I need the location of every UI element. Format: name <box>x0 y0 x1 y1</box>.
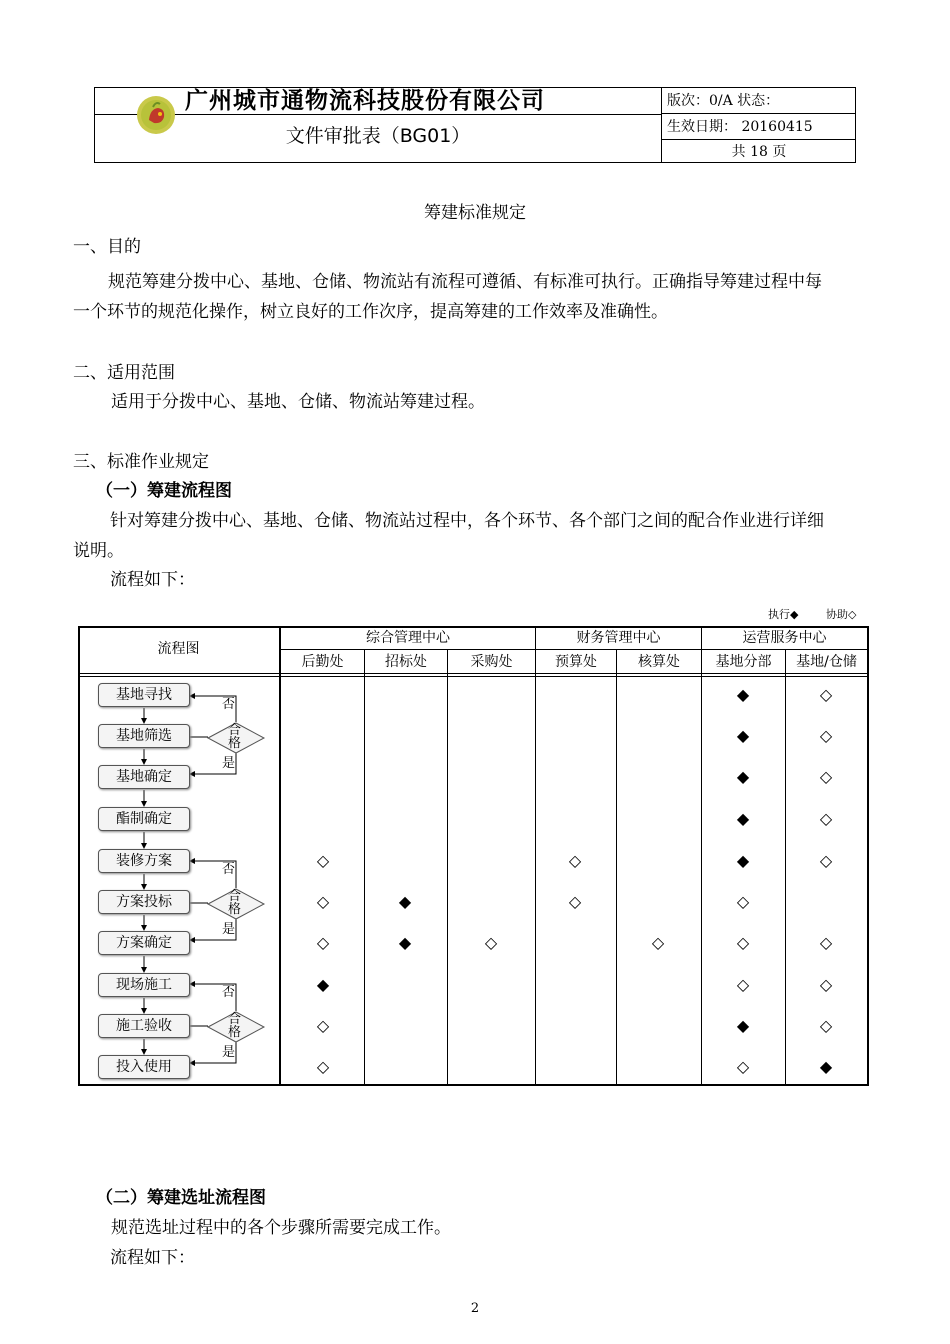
assist-mark: ◇ <box>736 933 750 952</box>
paragraph-line: 针对筹建分拨中心、基地、仓储、物流站过程中，各个环节、各个部门之间的配合作业进行详细 <box>110 511 824 531</box>
paragraph-line: 流程如下： <box>110 1248 195 1268</box>
version-status: 版次：0/A 状态： <box>667 93 780 109</box>
page-title: 筹建标准规定 <box>424 203 526 223</box>
assist-mark: ◇ <box>736 1057 750 1076</box>
table-grid-line <box>616 650 617 1086</box>
effective-date: 生效日期： 20160415 <box>667 119 813 135</box>
decision-label: 格 <box>228 1025 242 1040</box>
group-header: 综合管理中心 <box>366 630 450 646</box>
form-title: 文件审批表（BG01） <box>285 125 471 147</box>
decision-label: 合 <box>228 723 242 738</box>
flow-step: 方案确定 <box>98 931 190 955</box>
section-heading: 二、适用范围 <box>73 363 175 383</box>
yes-label: 是 <box>222 1045 236 1060</box>
paragraph-line: 一个环节的规范化操作，树立良好的工作次序，提高筹建的工作效率及准确性。 <box>73 302 668 322</box>
paragraph-line: 规范选址过程中的各个步骤所需要完成工作。 <box>111 1218 451 1238</box>
header-divider <box>662 113 856 114</box>
execute-mark: ◆ <box>398 892 412 911</box>
execute-mark: ◆ <box>736 767 750 786</box>
responsibility-flow-table <box>78 626 869 1086</box>
paragraph-line: 适用于分拨中心、基地、仓储、物流站筹建过程。 <box>111 392 485 412</box>
assist-mark: ◇ <box>819 726 833 745</box>
table-grid-line <box>364 650 365 1086</box>
yes-label: 是 <box>222 922 236 937</box>
assist-mark: ◇ <box>736 975 750 994</box>
group-header: 财务管理中心 <box>576 630 661 646</box>
col-header: 预算处 <box>555 654 597 670</box>
yes-label: 是 <box>222 756 236 771</box>
company-name: 广州城市通物流科技股份有限公司 <box>185 88 545 114</box>
execute-mark: ◆ <box>736 1016 750 1035</box>
document-header <box>94 87 856 163</box>
assist-mark: ◇ <box>316 1016 330 1035</box>
flow-step: 装修方案 <box>98 849 190 873</box>
legend-execute: 执行◆ <box>768 608 799 621</box>
paragraph-line: 说明。 <box>73 541 124 561</box>
header-divider <box>95 114 661 115</box>
execute-mark: ◆ <box>736 851 750 870</box>
decision-label: 格 <box>228 736 242 751</box>
section-heading: 三、标准作业规定 <box>73 452 209 472</box>
execute-mark: ◆ <box>736 726 750 745</box>
assist-mark: ◇ <box>819 1016 833 1035</box>
assist-mark: ◇ <box>484 933 498 952</box>
flow-step: 投入使用 <box>98 1055 190 1079</box>
paragraph-line: 规范筹建分拨中心、基地、仓储、物流站有流程可遵循、有标准可执行。正确指导筹建过程中每 <box>108 272 822 292</box>
assist-mark: ◇ <box>316 1057 330 1076</box>
col-header: 采购处 <box>470 654 513 670</box>
decision-label: 合 <box>228 889 242 904</box>
subsection-heading: （一）筹建流程图 <box>96 481 232 501</box>
table-border <box>867 626 869 1086</box>
table-grid-line <box>447 650 448 1086</box>
col-header: 基地/仓储 <box>796 654 857 670</box>
table-grid-line <box>535 626 536 1086</box>
col-header: 招标处 <box>385 654 427 670</box>
assist-mark: ◇ <box>568 851 582 870</box>
group-header: 运营服务中心 <box>742 630 827 646</box>
execute-mark: ◆ <box>736 809 750 828</box>
subsection-heading: （二）筹建选址流程图 <box>96 1188 266 1208</box>
flow-step: 基地寻找 <box>98 683 190 707</box>
assist-mark: ◇ <box>316 933 330 952</box>
table-grid-line <box>785 650 786 1086</box>
flow-step: 酯制确定 <box>98 807 190 831</box>
execute-mark: ◆ <box>316 975 330 994</box>
execute-mark: ◆ <box>398 933 412 952</box>
no-label: 否 <box>222 862 236 877</box>
assist-mark: ◇ <box>819 809 833 828</box>
table-grid-line <box>280 649 869 650</box>
assist-mark: ◇ <box>316 851 330 870</box>
col-header: 后勤处 <box>301 654 344 670</box>
paragraph-line: 流程如下： <box>110 570 195 590</box>
page-count: 共 18 页 <box>731 144 787 160</box>
assist-mark: ◇ <box>651 933 665 952</box>
assist-mark: ◇ <box>819 767 833 786</box>
flow-step: 方案投标 <box>98 890 190 914</box>
no-label: 否 <box>222 697 236 712</box>
col-header-flow: 流程图 <box>157 641 200 657</box>
execute-mark: ◆ <box>736 685 750 704</box>
no-label: 否 <box>222 985 236 1000</box>
assist-mark: ◇ <box>819 933 833 952</box>
assist-mark: ◇ <box>736 892 750 911</box>
col-header: 基地分部 <box>715 654 772 670</box>
decision-label: 合 <box>228 1012 242 1027</box>
flow-step: 现场施工 <box>98 973 190 997</box>
page-number: 2 <box>470 1301 480 1316</box>
legend-assist: 协助◇ <box>826 608 857 621</box>
assist-mark: ◇ <box>819 851 833 870</box>
flow-step: 基地筛选 <box>98 724 190 748</box>
flow-step: 施工验收 <box>98 1014 190 1038</box>
flow-step: 基地确定 <box>98 765 190 789</box>
col-header: 核算处 <box>638 654 680 670</box>
execute-mark: ◆ <box>819 1057 833 1076</box>
decision-label: 格 <box>228 902 242 917</box>
assist-mark: ◇ <box>316 892 330 911</box>
section-heading: 一、目的 <box>73 237 141 257</box>
assist-mark: ◇ <box>568 892 582 911</box>
table-grid-line <box>701 626 702 1086</box>
assist-mark: ◇ <box>819 685 833 704</box>
assist-mark: ◇ <box>819 975 833 994</box>
